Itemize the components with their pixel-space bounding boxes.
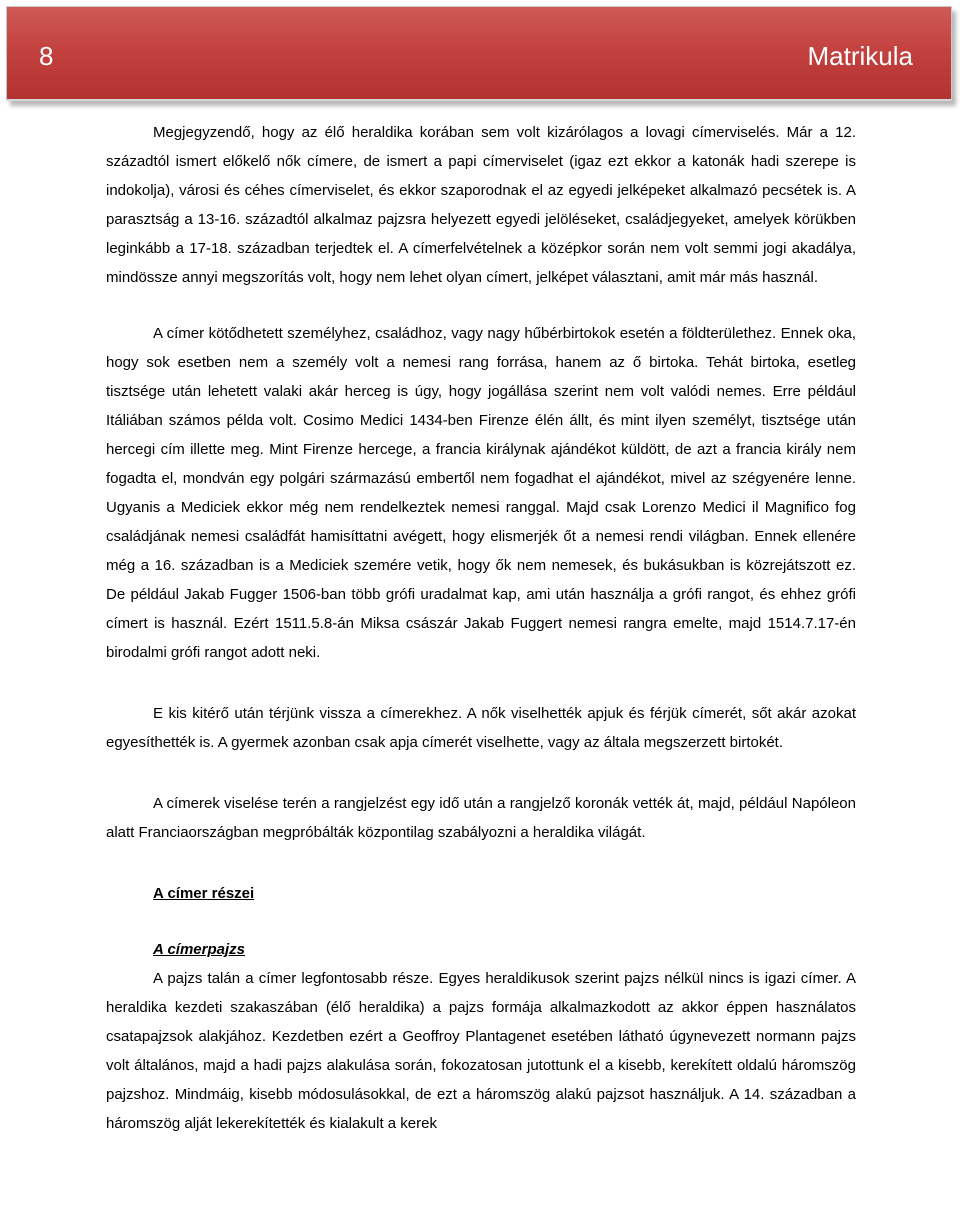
paragraph-women-and-children: E kis kitérő után térjünk vissza a címerekhez. A nők viselhették apjuk és férjük címerét, sőt akár azokat egyesíthették is. A gyermek azonban csak apja címerét viselhette, vagy az általa megszerzett birtokét. bbox=[106, 705, 856, 751]
subsection-heading-shield: A címerpajzs bbox=[153, 941, 245, 958]
running-title: Matrikula bbox=[807, 41, 913, 71]
page-number: 8 bbox=[39, 41, 54, 71]
paragraph-shield: A pajzs talán a címer legfontosabb része. Egyes heraldikusok szerint pajzs nélkül nincs is igazi címer. A heraldika kezdeti szakaszában (élő heraldika) a pajzs formája alkalmazkodott az akkor éppen használatos csatapajzsok alakjához. Kezdetben ezért a Geoffroy Plantagenet esetében látható úgynevezett normann pajzs volt általános, majd a hadi pajzs alakulása során, fokozatosan jutottunk el a kisebb, kerekített oldalú háromszög pajzshoz. Mindmáig, kisebb módosulásokkal, de ezt a háromszög alakú pajzsot használjuk. A 14. században a háromszög alját lekerekítették és kialakult a kerek bbox=[106, 970, 856, 1132]
page-header-band bbox=[6, 6, 952, 101]
document-body bbox=[106, 118, 856, 1138]
paragraph-coat-of-arms-ownership: A címer kötődhetett személyhez, családhoz, vagy nagy hűbérbirtokok esetén a földterülethez. Ennek oka, hogy sok esetben nem a személy volt a nemesi rang forrása, hanem az ő birtoka. Tehát birtoka, esetleg tisztsége után lehetett valaki akár herceg is úgy, hogy jogállása szerint nem volt valódi nemes. Erre például Itáliában számos példa volt. Cosimo Medici 1434-ben Firenze élén állt, és mint ilyen személyt, tisztsége után hercegi cím illette meg. Mint Firenze hercege, a francia királynak ajándékot küldött, de azt a francia király nem fogadta el, mondván egy polgári származású embertől nem fogadhat el ajándékot, mivel az szégyenére lenne. Ugyanis a Mediciek ekkor még nem rendelkeztek nemesi ranggal. Majd csak Lorenzo Medici il Magnifico fog családjának nemesi családfát hamisíttatni avégett, hogy elismerjék őt a nemesi rendi világban. Ennek ellenére még a 16. században is a Mediciek szemére vetik, hogy ők nem nemesek, és bukásukban is közrejátszott ez. De például Jakab Fugger 1506-ban több grófi uradalmat kap, ami után használja a grófi rangot, és ehhez grófi címert is használ. Ezért 1511.5.8-án Miksa császár Jakab Fuggert nemesi rangra emelte, majd 1514.7.17-én birodalmi grófi rangot adott neki. bbox=[106, 325, 856, 661]
section-heading-coat-of-arms-parts: A címer részei bbox=[153, 885, 255, 902]
paragraph-rank-crowns: A címerek viselése terén a rangjelzést egy idő után a rangjelző koronák vették át, majd, például Napóleon alatt Franciaországban megpróbálták központilag szabályozni a heraldika világát. bbox=[106, 795, 856, 841]
paragraph-heraldry-history: Megjegyzendő, hogy az élő heraldika korában sem volt kizárólagos a lovagi címerviselés. Már a 12. századtól ismert előkelő nők címere, de ismert a papi címerviselet (igaz ezt ekkor a katonák hadi szerepe is indokolja), városi és céhes címerviselet, és ekkor szaporodnak el az egyedi jelképeket alkalmazó pecsétek is. A parasztság a 13-16. századtól alkalmaz pajzsra helyezett egyedi jelöléseket, családjegyeket, amelyek körükben leginkább a 17-18. században terjedtek el. A címerfelvételnek a középkor során nem volt semmi jogi akadálya, mindössze annyi megszorítás volt, hogy nem lehet olyan címert, jelképet választani, amit már más használ. bbox=[106, 124, 856, 286]
